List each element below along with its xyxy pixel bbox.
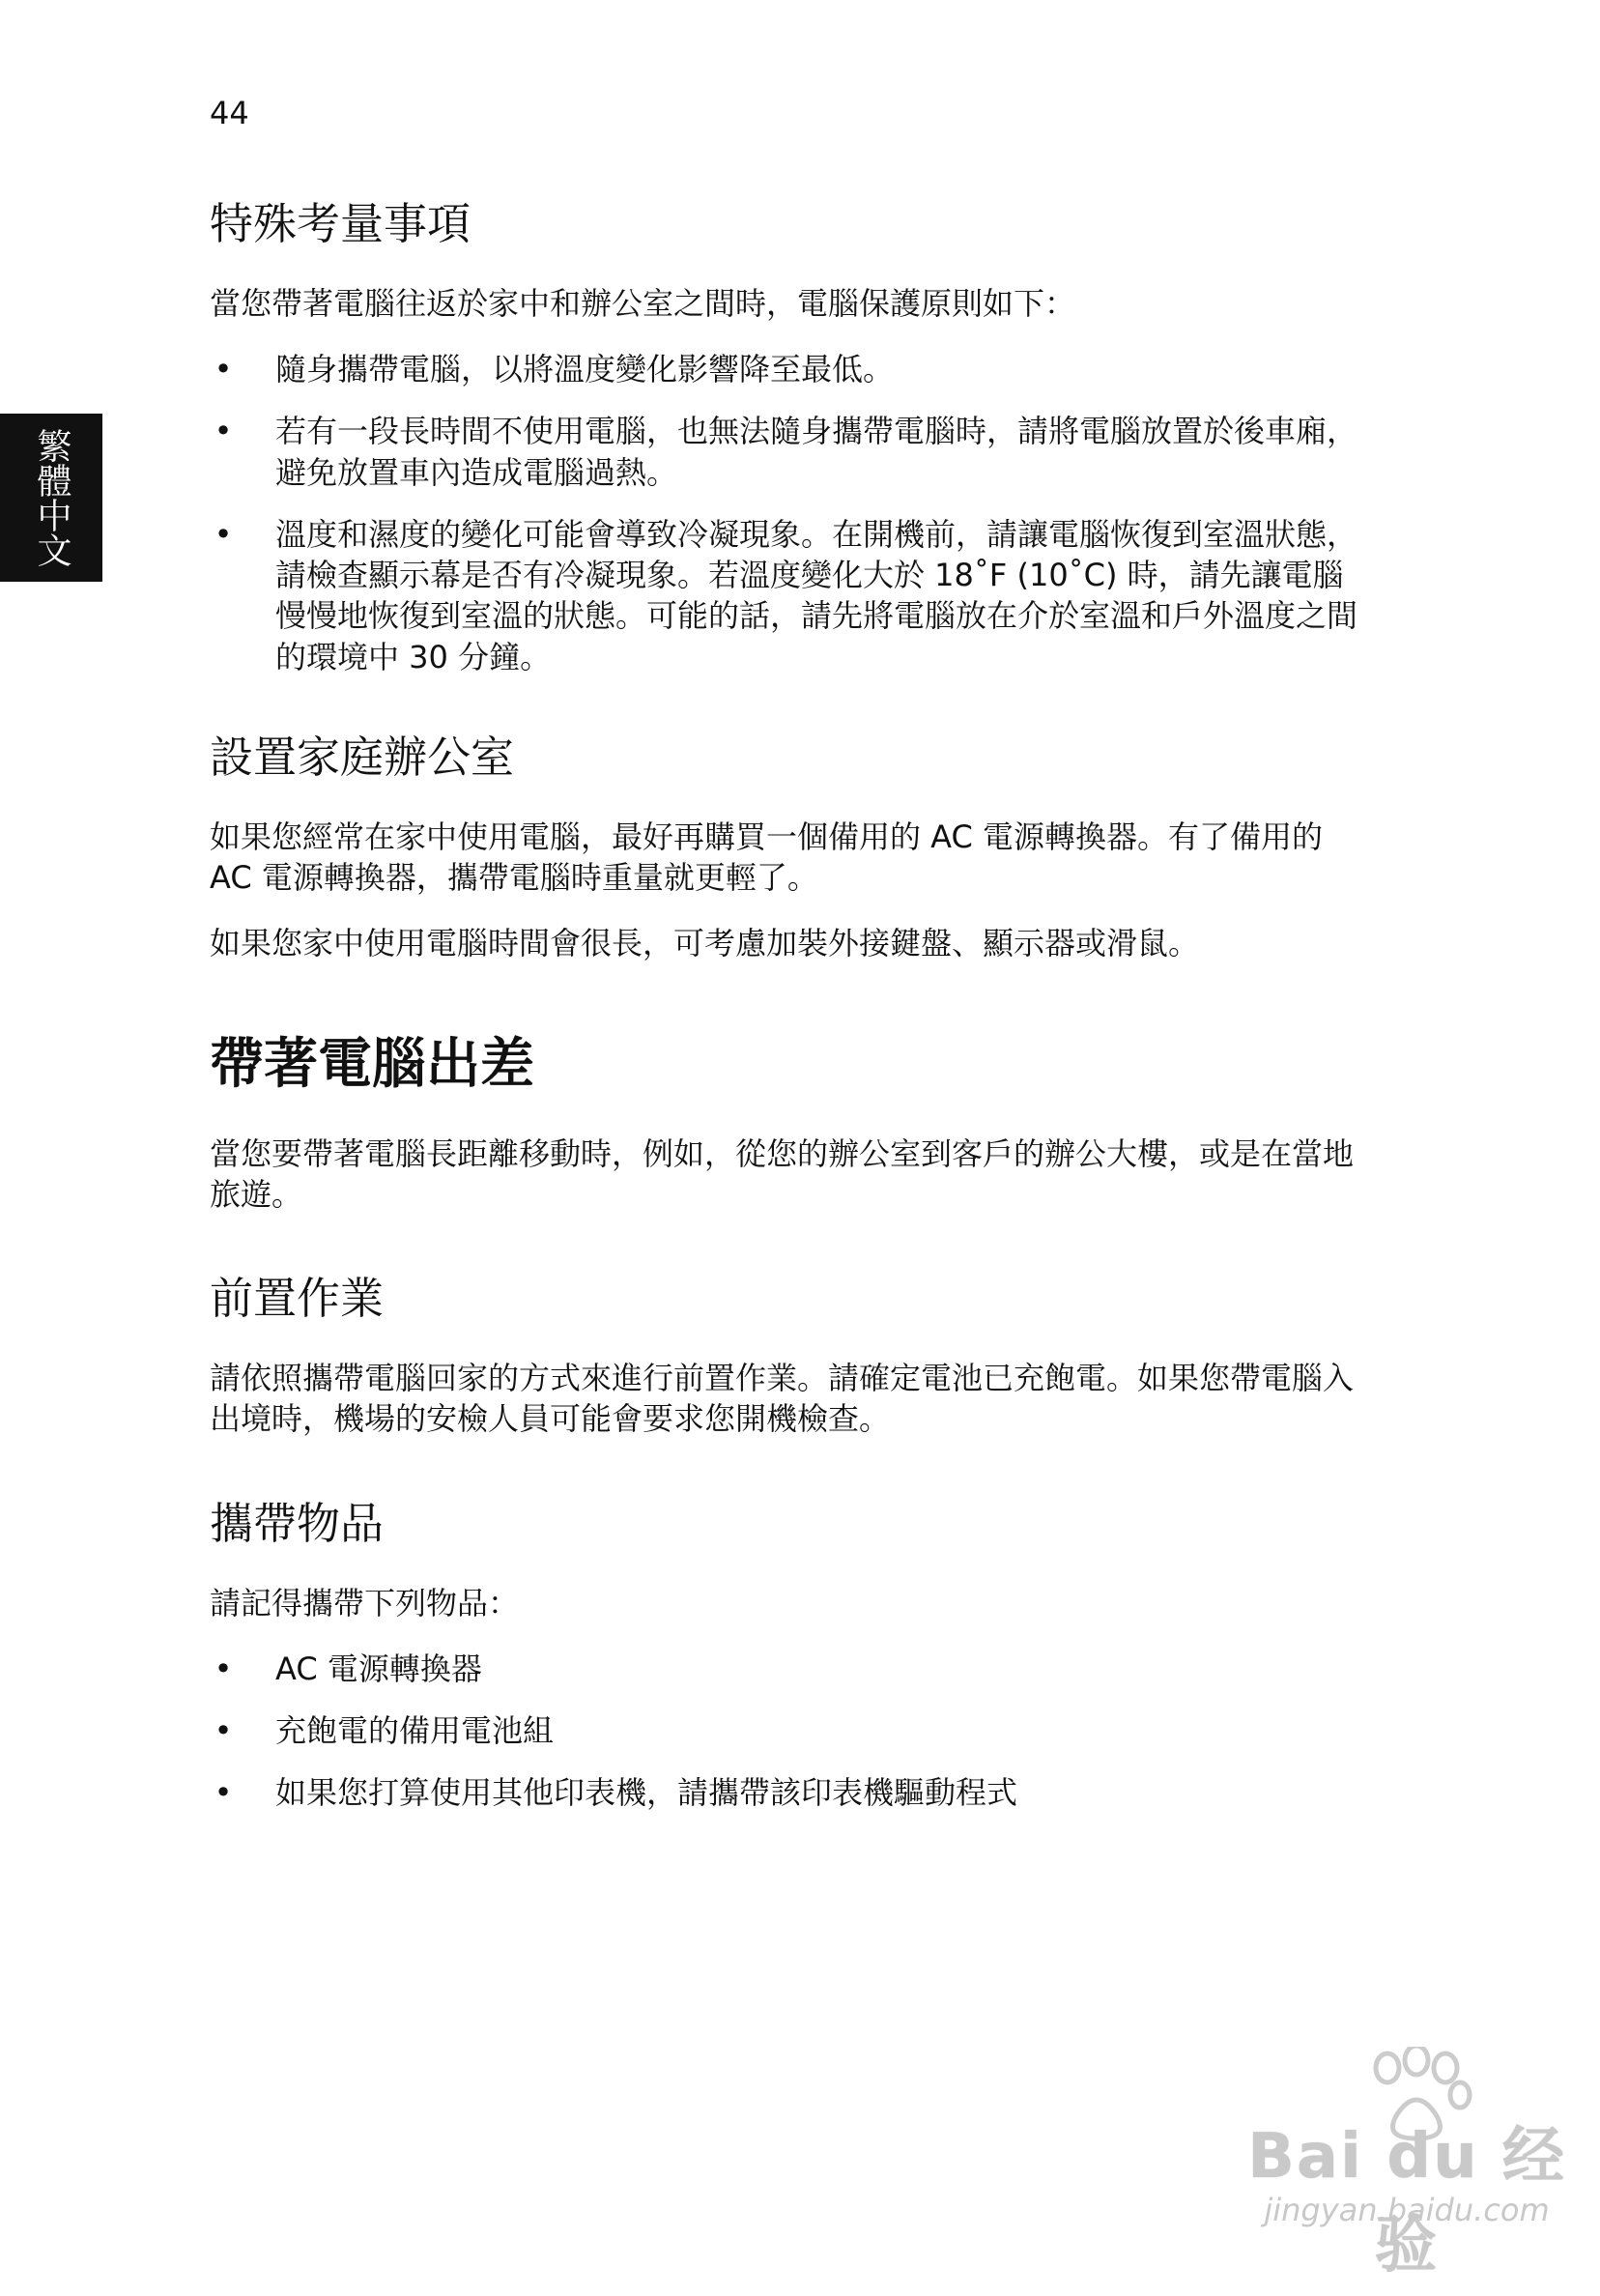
list-item-text: AC 電源轉換器 xyxy=(275,1650,482,1687)
page-content xyxy=(210,198,1359,1835)
special-considerations-intro: 當您帶著電腦往返於家中和辦公室之間時，電腦保護原則如下： xyxy=(210,285,1076,322)
home-office-paragraph-2: 如果您家中使用電腦時間會很長，可考慮加裝外接鍵盤、顯示器或滑鼠。 xyxy=(210,925,1200,962)
list-item-text: 充飽電的備用電池組 xyxy=(275,1712,555,1750)
section-heading-what-to-bring: 攜帶物品 xyxy=(210,1497,385,1549)
watermark-url: jingyan.baidu.com xyxy=(1264,2192,1550,2228)
list-item xyxy=(210,1772,1359,1813)
page-number: 44 xyxy=(210,95,249,131)
watermark-brand: Bai du 经验 xyxy=(1247,2121,1566,2282)
section-heading-home-office: 設置家庭辦公室 xyxy=(210,731,515,783)
bullet-icon: • xyxy=(214,1650,233,1687)
bullet-icon: • xyxy=(214,1774,233,1812)
list-item xyxy=(210,411,1359,492)
what-to-bring-list xyxy=(210,1649,1359,1814)
section-heading-special-considerations: 特殊考量事項 xyxy=(210,198,471,249)
bullet-icon: • xyxy=(214,413,233,450)
chapter-heading-travel: 帶著電腦出差 xyxy=(210,1032,534,1096)
travel-intro: 當您要帶著電腦長距離移動時，例如，從您的辦公室到客戶的辦公大樓，或是在當地旅遊。 xyxy=(210,1134,1355,1213)
what-to-bring-intro: 請記得攜帶下列物品： xyxy=(210,1584,520,1622)
language-side-tab xyxy=(0,414,102,582)
list-item xyxy=(210,1649,1359,1689)
baidu-watermark xyxy=(1243,2047,1571,2282)
list-item xyxy=(210,349,1359,389)
list-item-text: 如果您打算使用其他印表機，請攜帶該印表機驅動程式 xyxy=(275,1774,1018,1812)
bullet-icon: • xyxy=(214,515,233,553)
preparation-paragraph: 請依照攜帶電腦回家的方式來進行前置作業。請確定電池已充飽電。如果您帶電腦入出境時，機場的安檢人員可能會要求您開機檢查。 xyxy=(210,1360,1355,1438)
bullet-icon: • xyxy=(214,351,233,388)
section-heading-preparation: 前置作業 xyxy=(210,1273,385,1325)
list-item-text: 溫度和濕度的變化可能會導致冷凝現象。在開機前，請讓電腦恢復到室溫狀態，請檢查顯示幕是否有冷凝現象。若溫度變化大於 18˚F (10˚C) 時，請先讓電腦慢慢地恢復到室溫的狀態。可能的話，請先將電腦放在介於室溫和戶外溫度之間的環境中 30 分鐘。 xyxy=(275,515,1358,675)
list-item xyxy=(210,514,1359,677)
language-side-tab-label: 繁體中文 xyxy=(32,428,71,567)
special-considerations-list xyxy=(210,349,1359,677)
bullet-icon: • xyxy=(214,1712,233,1750)
list-item xyxy=(210,1710,1359,1751)
list-item-text: 隨身攜帶電腦，以將溫度變化影響降至最低。 xyxy=(275,351,895,388)
list-item-text: 若有一段長時間不使用電腦，也無法隨身攜帶電腦時，請將電腦放置於後車廂，避免放置車內造成電腦過熱。 xyxy=(275,413,1358,491)
home-office-paragraph-1: 如果您經常在家中使用電腦，最好再購買一個備用的 AC 電源轉換器。有了備用的 AC 電源轉換器，攜帶電腦時重量就更輕了。 xyxy=(210,818,1324,897)
